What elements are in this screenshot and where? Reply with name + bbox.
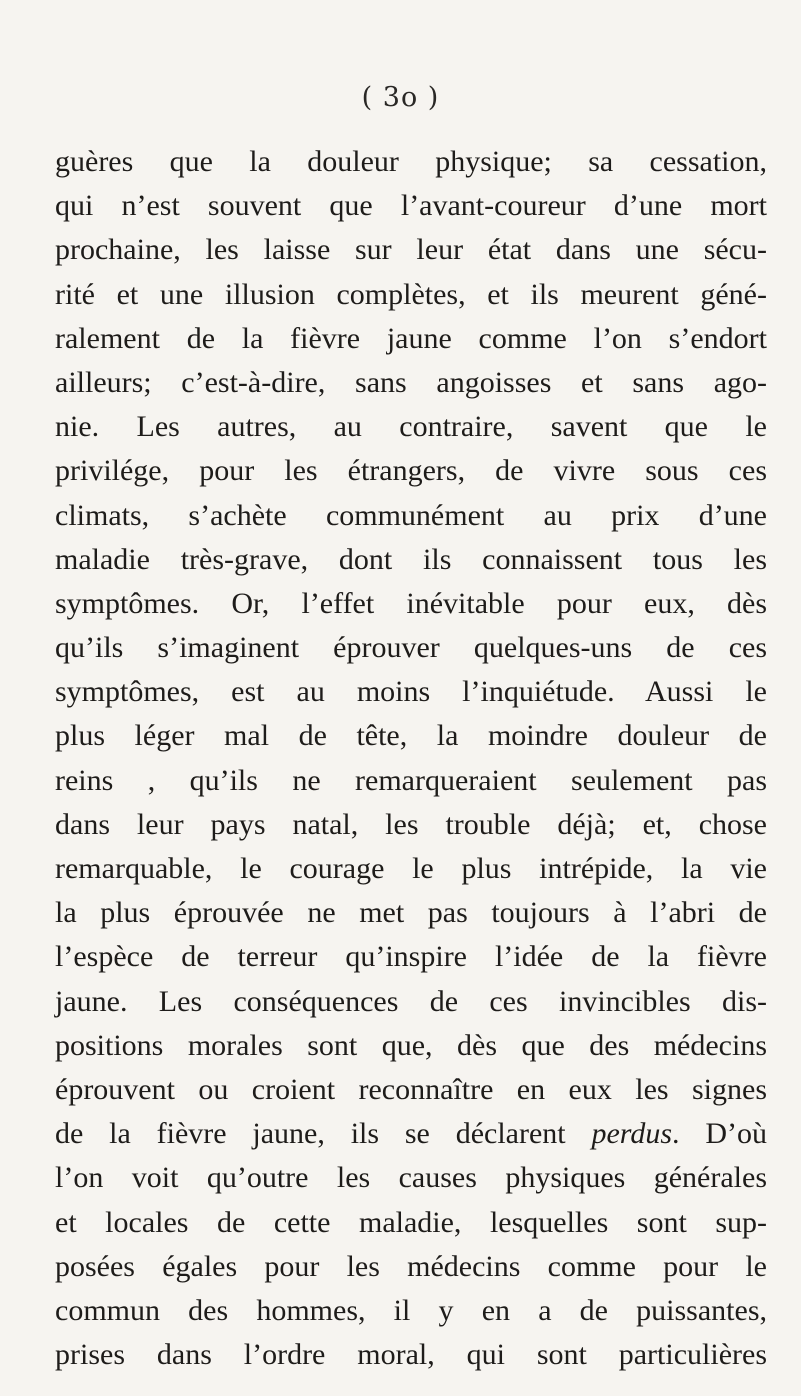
text-line: et locales de cette maladie, lesquelles sont sup- bbox=[55, 1205, 767, 1239]
italic-word: perdus bbox=[591, 1117, 673, 1151]
text-line: prises dans l’ordre moral, qui sont particulières bbox=[55, 1338, 767, 1372]
text-line: jaune. Les conséquences de ces invincibles dis- bbox=[55, 984, 767, 1018]
text-line: symptômes, est au moins l’inquiétude. Aussi le bbox=[55, 675, 767, 709]
text-line: ailleurs; c’est-à-dire, sans angoisses et sans ago- bbox=[55, 365, 767, 399]
text-line: positions morales sont que, dès que des médecins bbox=[55, 1028, 767, 1062]
text-line: rité et une illusion complètes, et ils meurent géné- bbox=[55, 277, 767, 311]
text-line: plus léger mal de tête, la moindre douleur de bbox=[55, 719, 767, 753]
text-line: qu’ils s’imaginent éprouver quelques-uns de ces bbox=[55, 631, 767, 665]
text-line: nie. Les autres, au contraire, savent que le bbox=[55, 410, 767, 444]
text-line-with-italic bbox=[55, 1112, 767, 1156]
text-line: éprouvent ou croient reconnaître en eux les signes bbox=[55, 1072, 767, 1106]
text-line: climats, s’achète communément au prix d’une bbox=[55, 498, 767, 532]
text-line: guères que la douleur physique; sa cessation, bbox=[55, 145, 767, 178]
text-line: dans leur pays natal, les trouble déjà; et, chose bbox=[55, 807, 767, 841]
text-line: l’on voit qu’outre les causes physiques générales bbox=[55, 1161, 767, 1195]
text-line: ralement de la fièvre jaune comme l’on s’endort bbox=[55, 321, 767, 355]
text-segment: de la fièvre jaune, ils se déclarent bbox=[55, 1117, 592, 1151]
text-line: posées égales pour les médecins comme pour le bbox=[55, 1249, 767, 1283]
text-line: la plus éprouvée ne met pas toujours à l’abri de bbox=[55, 896, 767, 930]
text-line: reins , qu’ils ne remarqueraient seulement pas bbox=[55, 763, 767, 797]
text-line: qui n’est souvent que l’avant-coureur d’une mort bbox=[55, 189, 767, 223]
text-line: prochaine, les laisse sur leur état dans une sécu- bbox=[55, 233, 767, 267]
page-number: ( 3o ) bbox=[361, 82, 440, 113]
text-line: l’espèce de terreur qu’inspire l’idée de la fièvre bbox=[55, 940, 767, 974]
text-segment: . D’où bbox=[672, 1117, 768, 1151]
body-text bbox=[55, 140, 767, 1377]
text-line: privilége, pour les étrangers, de vivre sous ces bbox=[55, 454, 767, 488]
text-line: remarquable, le courage le plus intrépide, la vie bbox=[55, 852, 767, 885]
text-line: commun des hommes, il y en a de puissantes, bbox=[55, 1293, 767, 1327]
text-line: maladie très-grave, dont ils connaissent tous les bbox=[55, 542, 767, 576]
text-line: symptômes. Or, l’effet inévitable pour eux, dès bbox=[55, 586, 767, 620]
